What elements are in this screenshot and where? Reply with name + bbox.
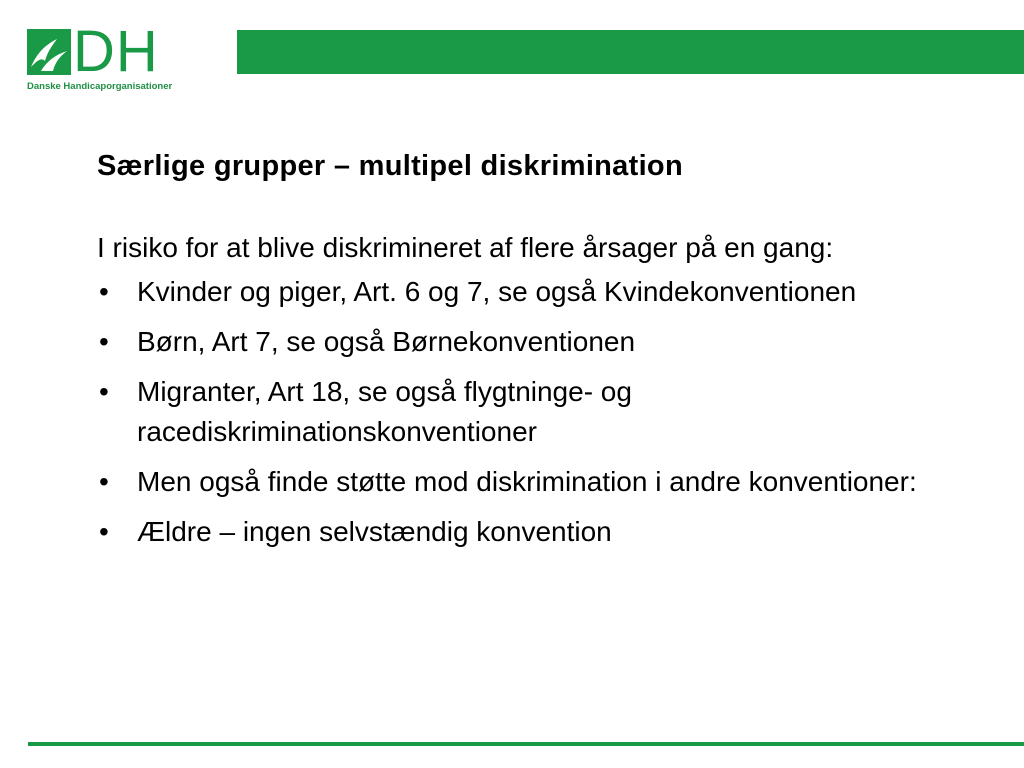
bullet-text: Men også finde støtte mod diskrimination i andre konventioner:	[137, 466, 917, 497]
bullet-dot-icon: •	[99, 516, 109, 547]
bullet-text: Børn, Art 7, se også Børnekonventionen	[137, 326, 636, 357]
bullet-text: Ældre – ingen selvstændig konvention	[137, 516, 612, 547]
bullet-list	[97, 272, 917, 552]
logo-letters: DH	[73, 19, 159, 84]
footer-green-rule	[28, 742, 1024, 746]
bullet-dot-icon: •	[99, 466, 109, 497]
dh-logo	[27, 19, 227, 97]
slide-title: Særlige grupper – multipel diskrimination	[97, 150, 683, 182]
logo-subtitle: Danske Handicaporganisationer	[27, 81, 173, 92]
slide-body	[97, 228, 917, 562]
bullet-dot-icon: •	[99, 376, 109, 407]
bullet-dot-icon: •	[99, 276, 109, 307]
bullet-item	[97, 272, 917, 312]
bullet-dot-icon: •	[99, 326, 109, 357]
bullet-item	[97, 322, 917, 362]
bullet-item	[97, 512, 917, 552]
intro-text: I risiko for at blive diskrimineret af flere årsager på en gang:	[97, 232, 834, 263]
header-green-bar	[237, 30, 1024, 74]
bullet-item	[97, 372, 917, 452]
bullet-text: Migranter, Art 18, se også flygtninge- og racediskriminationskonventioner	[137, 376, 632, 447]
bullet-text: Kvinder og piger, Art. 6 og 7, se også Kvindekonventionen	[137, 276, 857, 307]
bird-emblem-icon	[27, 27, 71, 77]
bullet-item	[97, 462, 917, 502]
